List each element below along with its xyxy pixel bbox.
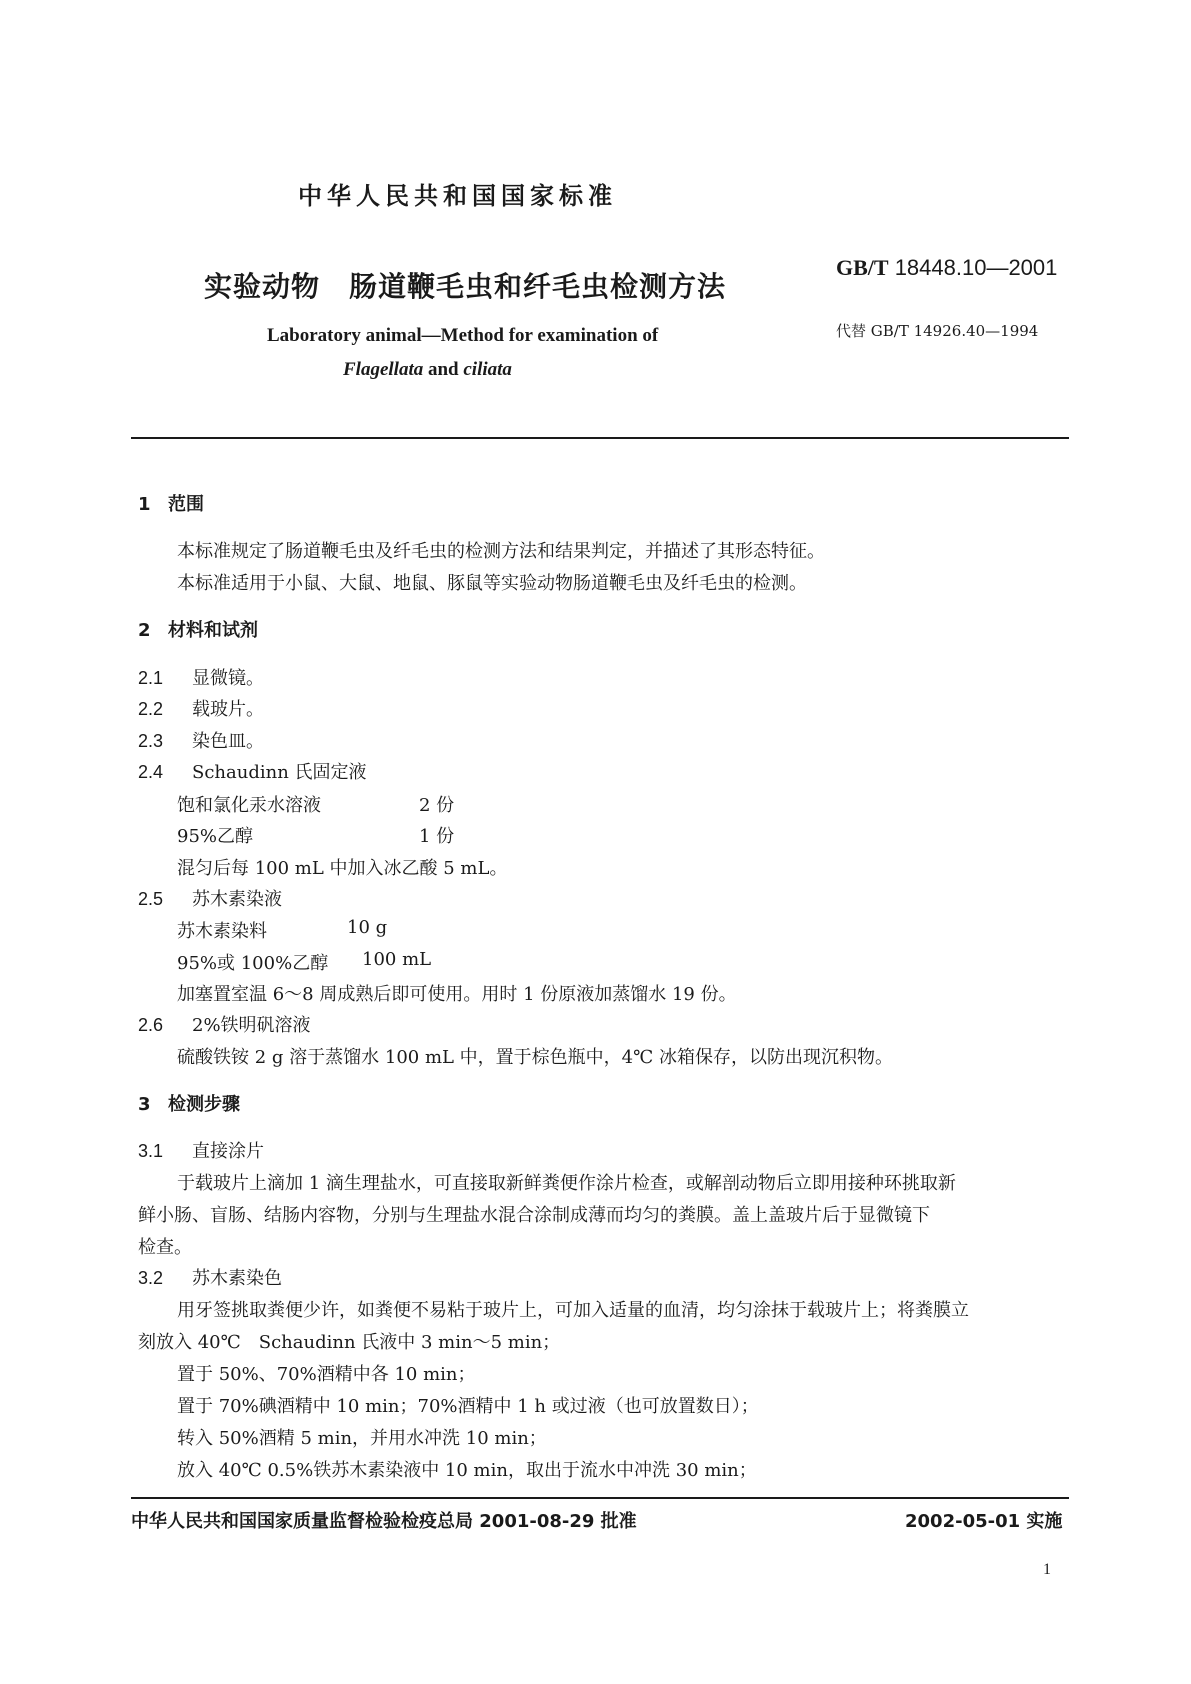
section-3-heading	[138, 1090, 240, 1116]
national-standard-heading: 中华人民共和国国家标准	[298, 182, 617, 210]
clause-3-2-line-2: 刻放入 40℃ Schaudinn 氏液中 3 min～5 min；	[138, 1332, 561, 1353]
english-title-and: and	[423, 359, 464, 380]
clause-2-1-number: 2.1	[138, 668, 164, 688]
section-2-title: 材料和试剂	[168, 620, 258, 641]
section-2-number: 2	[138, 620, 151, 641]
section-1-heading	[138, 490, 204, 516]
clause-2-4-note: 混匀后每 100 mL 中加入冰乙酸 5 mL。	[177, 858, 508, 879]
section-1-number: 1	[138, 494, 151, 515]
english-title-ciliata: ciliata	[463, 359, 512, 380]
section-2-heading	[138, 616, 258, 642]
clause-3-2-line-6: 放入 40℃ 0.5%铁苏木素染液中 10 min，取出于流水中冲洗 30 min；	[177, 1460, 757, 1481]
english-title-line-2	[343, 359, 512, 381]
clause-2-6-text: 2%铁明矾溶液	[192, 1015, 311, 1036]
clause-2-3-text: 染色皿。	[192, 731, 264, 752]
clause-2-5-ingredient-1-name: 苏木素染料	[177, 921, 267, 942]
clause-2-4-number: 2.4	[138, 762, 164, 782]
clause-2-4-text: Schaudinn 氏固定液	[192, 762, 367, 783]
clause-2-5-note: 加塞置室温 6～8 周成熟后即可使用。用时 1 份原液加蒸馏水 19 份。	[177, 984, 737, 1005]
standard-code-prefix: GB/T	[836, 255, 889, 280]
clause-2-2	[138, 695, 264, 721]
clause-3-1-line-2: 鲜小肠、盲肠、结肠内容物，分别与生理盐水混合涂制成薄而均匀的粪膜。盖上盖玻片后于显微镜下	[138, 1205, 930, 1226]
approval-statement: 中华人民共和国国家质量监督检验检疫总局 2001-08-29 批准	[131, 1511, 637, 1532]
clause-3-2-line-5: 转入 50%酒精 5 min，并用水冲洗 10 min；	[177, 1428, 547, 1449]
clause-2-5	[138, 885, 282, 911]
section-1-paragraph-2: 本标准适用于小鼠、大鼠、地鼠、豚鼠等实验动物肠道鞭毛虫及纤毛虫的检测。	[177, 573, 807, 594]
clause-3-1-line-3: 检查。	[138, 1237, 192, 1258]
clause-2-5-number: 2.5	[138, 889, 164, 909]
clause-2-5-text: 苏木素染液	[192, 889, 282, 910]
clause-2-6-number: 2.6	[138, 1015, 164, 1035]
clause-3-1-number: 3.1	[138, 1141, 164, 1161]
section-1-title: 范围	[168, 494, 204, 515]
replaces-standard: 代替 GB/T 14926.40—1994	[836, 322, 1039, 340]
standard-code	[836, 255, 1057, 281]
clause-3-2-line-1: 用牙签挑取粪便少许，如粪便不易粘于玻片上，可加入适量的血清，均匀涂抹于载玻片上；将粪膜立	[177, 1300, 969, 1321]
clause-3-1-text: 直接涂片	[192, 1141, 264, 1162]
clause-3-2-line-3: 置于 50%、70%酒精中各 10 min；	[177, 1364, 476, 1385]
clause-2-5-ingredient-2-qty: 100 mL	[362, 949, 432, 970]
english-title-line-1: Laboratory animal—Method for examination of	[267, 325, 659, 346]
clause-3-2-number: 3.2	[138, 1268, 164, 1288]
clause-2-1-text: 显微镜。	[192, 668, 264, 689]
clause-2-4-ingredient-1-qty: 2 份	[419, 795, 455, 816]
clause-2-4	[138, 758, 367, 784]
header-divider	[131, 437, 1069, 439]
clause-2-2-number: 2.2	[138, 699, 164, 719]
document-title: 实验动物 肠道鞭毛虫和纤毛虫检测方法	[204, 270, 727, 303]
clause-3-2-line-4: 置于 70%碘酒精中 10 min；70%酒精中 1 h 或过液（也可放置数日）；	[177, 1396, 759, 1417]
clause-2-4-ingredient-2-qty: 1 份	[419, 826, 455, 847]
clause-2-1	[138, 664, 264, 690]
clause-2-3-number: 2.3	[138, 731, 164, 751]
section-3-title: 检测步骤	[168, 1094, 240, 1115]
english-title-flagellata: Flagellata	[343, 359, 424, 380]
clause-2-5-ingredient-2-name: 95%或 100%乙醇	[177, 953, 329, 974]
clause-2-6-note: 硫酸铁铵 2 g 溶于蒸馏水 100 mL 中，置于棕色瓶中，4℃ 冰箱保存，以防出现沉积物。	[177, 1047, 893, 1068]
clause-2-5-ingredient-1-qty: 10 g	[347, 917, 388, 938]
clause-3-2-text: 苏木素染色	[192, 1268, 282, 1289]
clause-2-2-text: 载玻片。	[192, 699, 264, 720]
page-number: 1	[1043, 1561, 1051, 1578]
clause-2-4-ingredient-2-name: 95%乙醇	[177, 826, 254, 847]
section-3-number: 3	[138, 1094, 151, 1115]
clause-2-4-ingredient-1-name: 饱和氯化汞水溶液	[177, 795, 321, 816]
clause-2-3	[138, 727, 264, 753]
clause-3-1	[138, 1137, 264, 1163]
implementation-date: 2002-05-01 实施	[905, 1511, 1063, 1532]
clause-3-1-line-1: 于载玻片上滴加 1 滴生理盐水，可直接取新鲜粪便作涂片检查，或解剖动物后立即用接种环挑取新	[177, 1173, 956, 1194]
clause-2-6	[138, 1011, 311, 1037]
standard-code-number: 18448.10—2001	[888, 255, 1058, 280]
footer-divider	[131, 1497, 1069, 1499]
section-1-paragraph-1: 本标准规定了肠道鞭毛虫及纤毛虫的检测方法和结果判定，并描述了其形态特征。	[177, 541, 825, 562]
clause-3-2	[138, 1264, 282, 1290]
